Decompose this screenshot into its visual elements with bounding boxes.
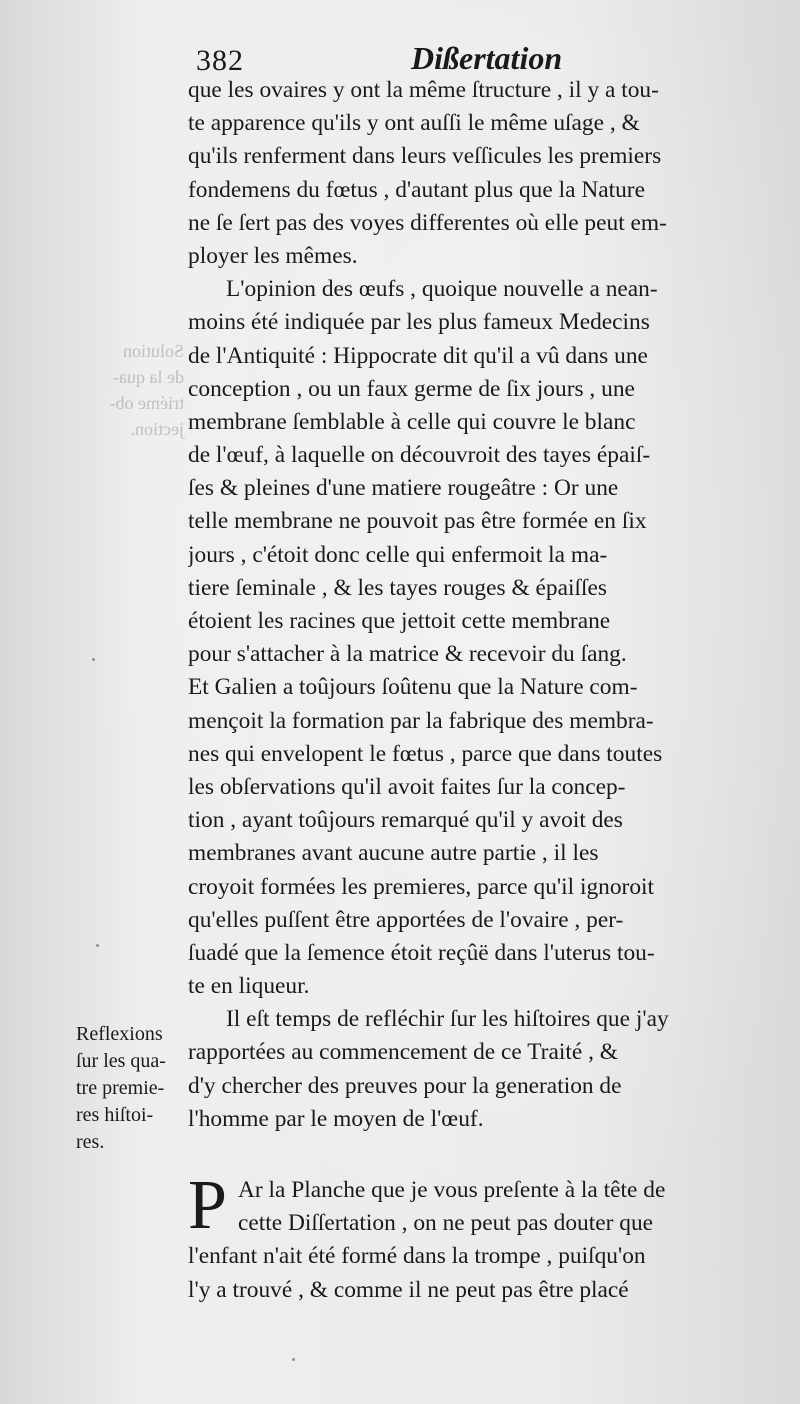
text-line: croyoit formées les premieres, parce qu'il ignoroit — [188, 873, 655, 900]
text-line: membrane ſemblable à celle qui couvre le blanc — [188, 408, 636, 435]
margin-note-line: ſur les qua- — [76, 1050, 166, 1072]
text-line: telle membrane ne pouvoit pas être formée en ſix — [188, 508, 647, 535]
text-line: jours , c'étoit donc celle qui enfermoit la ma- — [188, 541, 608, 568]
text-line: te apparence qu'ils y ont auſſi le même uſage , & — [188, 110, 640, 137]
text-line: rapportées au commencement de ce Traité , & — [188, 1039, 618, 1066]
drop-cap: P — [188, 1167, 227, 1244]
paper-speck — [96, 944, 99, 947]
text-line: de l'Antiquité : Hippocrate dit qu'il a vû dans une — [188, 342, 648, 369]
text-line: l'y a trouvé , & comme il ne peut pas être placé — [188, 1276, 629, 1303]
text-line: Il eſt temps de refléchir ſur les hiſtoires que j'ay — [226, 1006, 669, 1033]
text-line: tiere ſeminale , & les tayes rouges & épaiſſes — [188, 574, 607, 601]
text-line: qu'ils renferment dans leurs veſſicules les premiers — [188, 143, 662, 170]
paragraph-3 — [188, 1003, 764, 1136]
text-line: de l'œuf, à laquelle on découvroit des tayes épaiſ- — [188, 442, 651, 469]
page-number: 382 — [196, 44, 244, 77]
text-line: mençoit la formation par la fabrique des membra- — [188, 707, 654, 734]
text-line: te en liqueur. — [188, 973, 310, 1000]
margin-note-line: tre premie- — [76, 1077, 165, 1099]
text-line: Et Galien a toûjours ſoûtenu que la Nature com- — [188, 674, 638, 701]
bleed-through-margin-note: Solution de la qua- triéme ob- jection. — [109, 341, 184, 439]
text-line: ſuadé que la ſemence étoit reçûë dans l'uterus tou- — [188, 939, 655, 966]
text-line: fondemens du fœtus , d'autant plus que la Nature — [188, 176, 645, 203]
paper-speck — [92, 658, 95, 661]
text-line: pour s'attacher à la matrice & recevoir du ſang. — [188, 641, 627, 668]
paragraph-4 — [188, 1167, 764, 1307]
text-line: membranes avant aucune autre partie , il les — [188, 840, 599, 867]
text-line: étoient les racines que jettoit cette membrane — [188, 608, 611, 634]
text-line: nes qui envelopent le fœtus , parce que dans toutes — [188, 740, 663, 767]
running-head: Dißertation — [411, 40, 563, 76]
text-line: qu'elles puſſent être apportées de l'ovaire , per- — [188, 906, 624, 933]
margin-note — [76, 1021, 186, 1156]
text-line: ne ſe ſert pas des voyes differentes où elle peut em- — [188, 209, 667, 236]
text-line: tion , ayant toûjours remarqué qu'il y avoit des — [188, 807, 623, 834]
body-text — [188, 74, 764, 1307]
text-line: les obſervations qu'il avoit faites ſur la concep- — [188, 773, 626, 800]
margin-note-line: Reflexions — [76, 1023, 163, 1045]
margin-note-line: res. — [76, 1131, 105, 1153]
text-line: conception , ou un faux germe de ſix jours , une — [188, 375, 635, 402]
text-line: moins été indiquée par les plus fameux Medecins — [188, 309, 650, 336]
text-line: ſes & pleines d'une matiere rougeâtre : Or une — [188, 475, 619, 502]
text-line: L'opinion des œufs , quoique nouvelle a nean- — [226, 276, 658, 303]
paper-speck — [292, 1358, 295, 1361]
text-line: d'y chercher des preuves pour la generation de — [188, 1072, 622, 1099]
paragraph-2 — [188, 273, 764, 1003]
text-line: l'homme par le moyen de l'œuf. — [188, 1105, 484, 1132]
text-line: l'enfant n'ait été formé dans la trompe , puiſqu'on — [188, 1243, 646, 1270]
text-line: Ar la Planche que je vous preſente à la tête de — [238, 1177, 666, 1203]
section-gap — [188, 1136, 764, 1174]
text-line: cette Diſſertation , on ne peut pas douter que — [238, 1210, 654, 1237]
paragraph-1 — [188, 74, 764, 273]
text-line: que les ovaires y ont la même ſtructure , il y a tou- — [188, 77, 659, 103]
text-line: ployer les mêmes. — [188, 242, 358, 269]
margin-note-line: res hiſtoi- — [76, 1104, 154, 1126]
